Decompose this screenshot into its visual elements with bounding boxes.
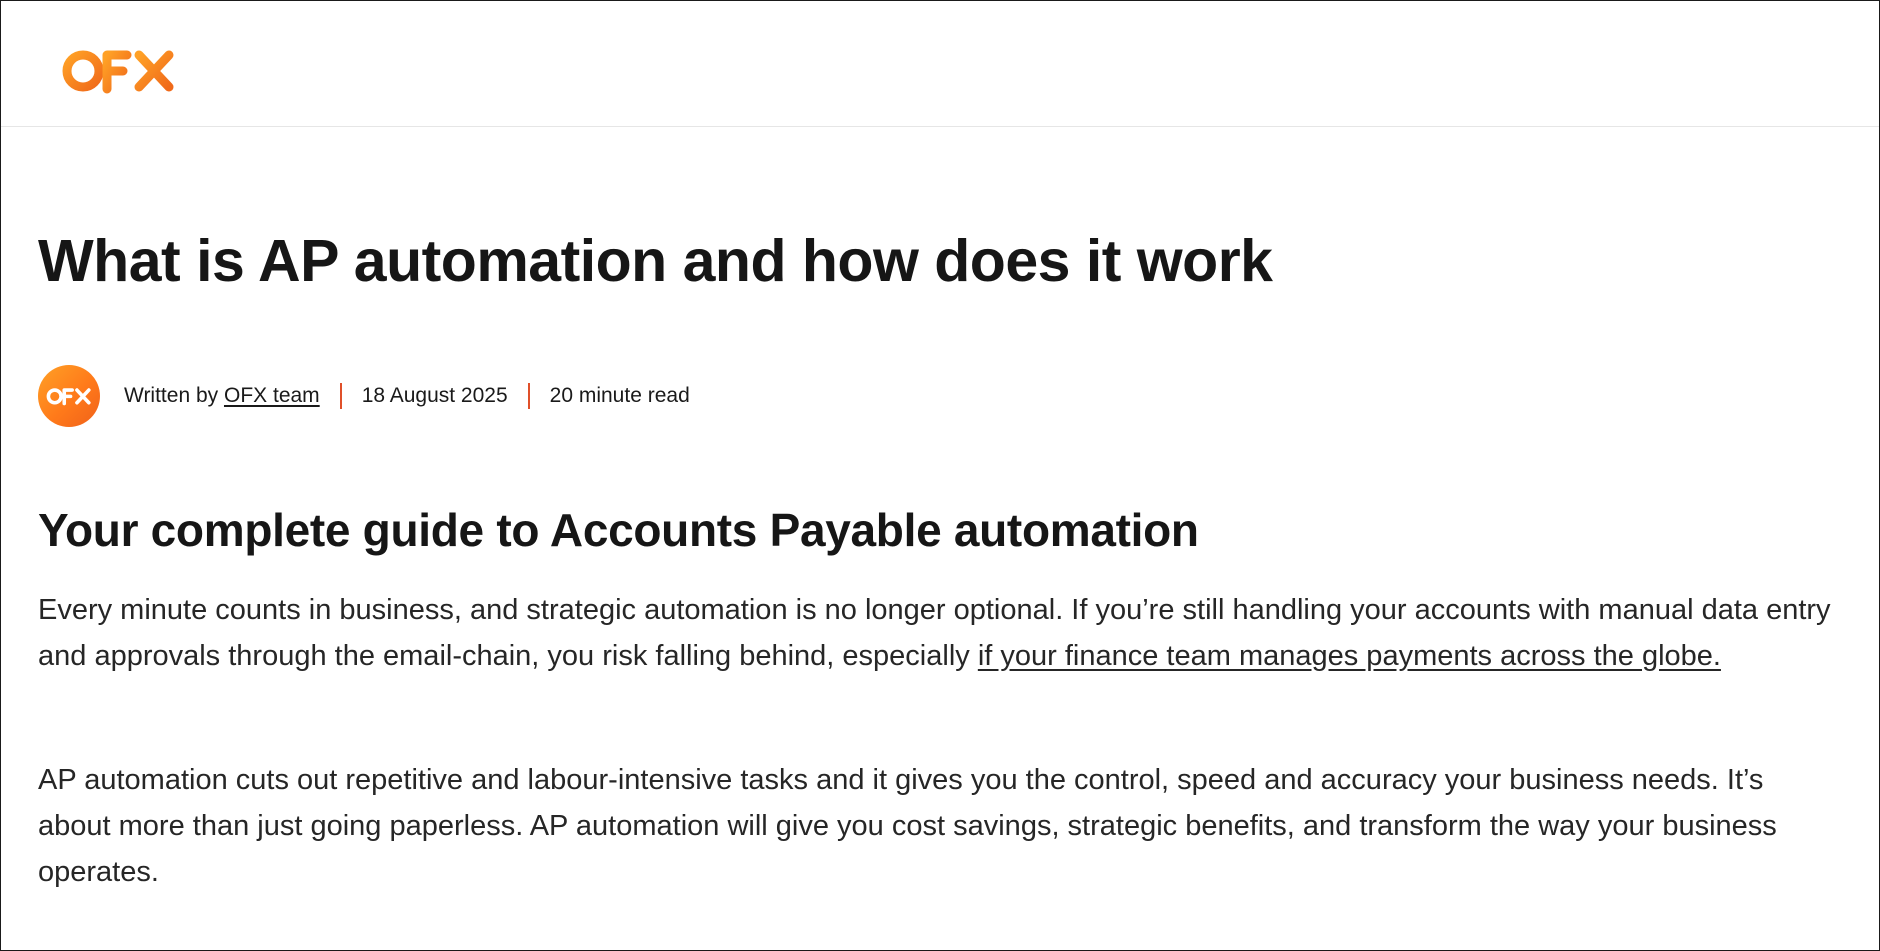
ofx-avatar-icon [46, 386, 92, 406]
publish-date: 18 August 2025 [361, 384, 508, 407]
page-title: What is AP automation and how does it work [38, 228, 1273, 294]
ofx-logo[interactable] [61, 45, 177, 95]
byline [38, 365, 690, 427]
second-paragraph: AP automation cuts out repetitive and labour-intensive tasks and it gives you the control, speed and accuracy your business needs. It’s about more than just going paperless. AP automation will give you cost savings, strategic benefits, and transform the way your business operates. [38, 764, 1777, 888]
byline-written-by [124, 384, 320, 408]
written-by-prefix: Written by [124, 384, 224, 407]
ofx-logo-icon [61, 45, 177, 95]
site-header [1, 1, 1879, 127]
author-avatar [38, 365, 100, 427]
byline-separator [528, 383, 530, 409]
read-time: 20 minute read [549, 384, 690, 407]
author-link[interactable]: OFX team [223, 384, 320, 407]
section-heading: Your complete guide to Accounts Payable automation [38, 504, 1199, 556]
intro-paragraph-text: Every minute counts in business, and strategic automation is no longer optional. If you’re still handling your accounts with manual data entry and approvals through the email-chain, you risk falling behind, especially [38, 594, 1831, 672]
intro-paragraph [38, 587, 1838, 679]
finance-team-link[interactable]: if your finance team manages payments across the globe. [977, 640, 1721, 672]
byline-separator [340, 383, 342, 409]
